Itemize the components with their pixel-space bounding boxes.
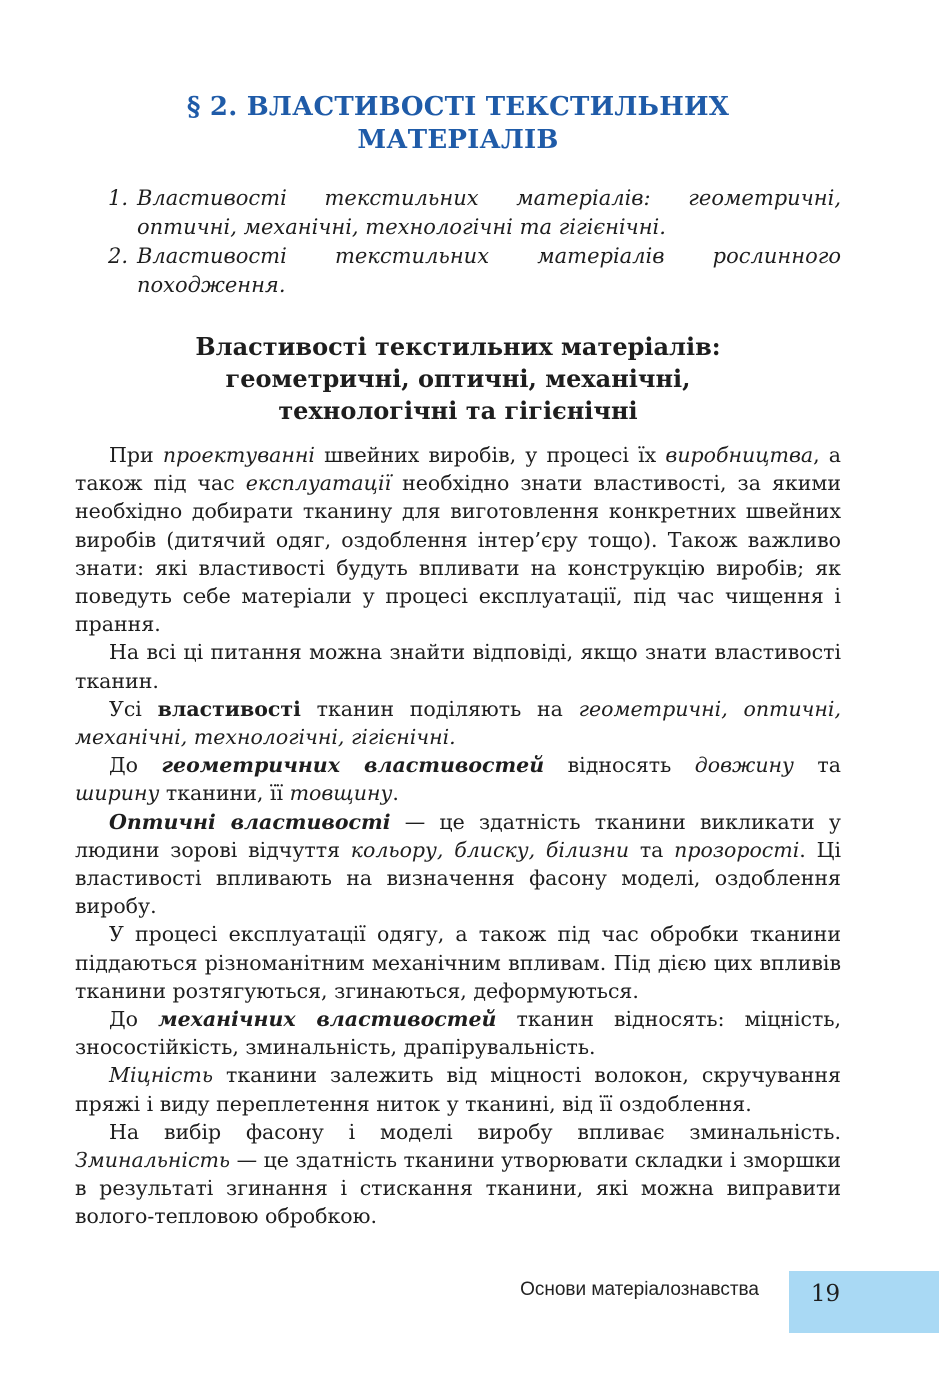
text-run: швейних виробів, у процесі їх [314,443,666,467]
paragraph-mechanical-influences: У процесі експлуатації одягу, а також під час обробки тканини піддаються різноманітним механічним впливам. Під дією цих впливів тканини розтягуються, згинаються, деформуються. [75,922,841,1003]
text-run: та [629,837,675,862]
term: геометричні, оптичні, механічні, технологічні, гігієнічні. [75,696,842,750]
term: проектуванні [162,443,315,467]
section-title-line1: § 2. ВЛАСТИВОСТІ ТЕКСТИЛЬНИХ [186,92,730,122]
term: прозорості [674,837,800,862]
lesson-plan-list [110,184,841,300]
text-run: необхідно знати властивості, за якими необхідно добирати тканину для виготовлення конкретних швейних виробів (дитячий одяг, оздоблення інтер’єру тощо). Також важливо знати: які властивості будуть впливати на конструкцію виробів; як поведуть себе матеріали у процесі експлуатації, під час чищення і прання. [75,471,841,637]
footer-section-label: Основи матеріалознавства [520,1279,759,1300]
bold-italic-term: геометричних властивостей [161,753,545,778]
text-run: тканини, її [159,781,290,806]
text-run: . Ці властивості впливають на визначення фасону моделі, оздоблення виробу. [75,837,841,919]
section-title [75,91,841,157]
text-run: — це здатність тканини викликати у людини зорові відчуття [75,809,841,862]
paragraph-creasing [75,1118,841,1231]
text-run: До [109,1007,159,1032]
term: товщину [289,781,393,806]
paragraph-strength [75,1061,841,1117]
paragraph-geometric-properties [75,751,841,807]
section-title-line2: МАТЕРІАЛІВ [357,125,559,155]
plan-item-text: Властивості текстильних матеріалів: геометричні, оптичні, механічні, технологічні та гігієнічні. [137,186,841,239]
term: експлуатації [245,471,392,496]
term: виробництва [665,443,814,467]
text-run: — це здатність тканини утворювати складки і зморшки в результаті згинання і стискання тканини, які можна виправити волого-тепловою обробкою. [75,1148,841,1229]
term: кольору, блиску, білизни [350,837,630,862]
paragraph-optical-properties [75,808,841,921]
text-run: При [109,443,163,467]
text-run: та [793,753,841,778]
subsection-heading-line3: технологічні та гігієнічні [278,396,638,425]
plan-item-number: 1. [108,186,129,210]
text-run: До [109,753,162,778]
paragraph-answers: На всі ці питання можна знайти відповіді, якщо знати властивості тканин. [75,640,841,693]
text-run: Усі [109,696,158,721]
term: ширину [75,781,160,806]
text-run: тканин відносять: міцність, зносостійкість, зминальність, драпірувальність. [75,1007,841,1060]
text-run: тканин поділяють на [300,696,579,721]
plan-item-number: 2. [108,244,129,268]
term: довжину [694,753,794,778]
plan-item [110,242,841,300]
text-run: . [392,781,399,806]
text-run: відносять [544,753,695,778]
subsection-heading-line2: геометричні, оптичні, механічні, [225,364,691,393]
paragraph-property-groups [75,695,841,751]
subsection-heading [75,331,841,427]
bold-italic-term: Оптичні властивості [109,809,391,834]
paragraph-design-properties [75,441,841,638]
paragraph-mechanical-properties [75,1005,841,1061]
plan-item [110,184,841,242]
bold-italic-term: механічних властивостей [158,1007,497,1032]
subsection-heading-line1: Властивості текстильних матеріалів: [195,332,721,361]
body-text [75,441,841,1231]
text-run: , а також під час [75,443,841,496]
term: Міцність [109,1063,213,1088]
plan-item-text: Властивості текстильних матеріалів рослинного походження. [137,244,841,297]
text-run: тканини залежить від міцності волокон, скручування пряжі і виду переплетення ниток у тканині, від її оздоблення. [75,1063,841,1116]
term: Зминальність [75,1148,231,1173]
bold-term: властивості [157,696,301,721]
page-number-tab [789,1271,939,1333]
page-number: 19 [810,1281,841,1307]
text-run: На вибір фасону і моделі виробу впливає зминальність. [109,1119,841,1144]
